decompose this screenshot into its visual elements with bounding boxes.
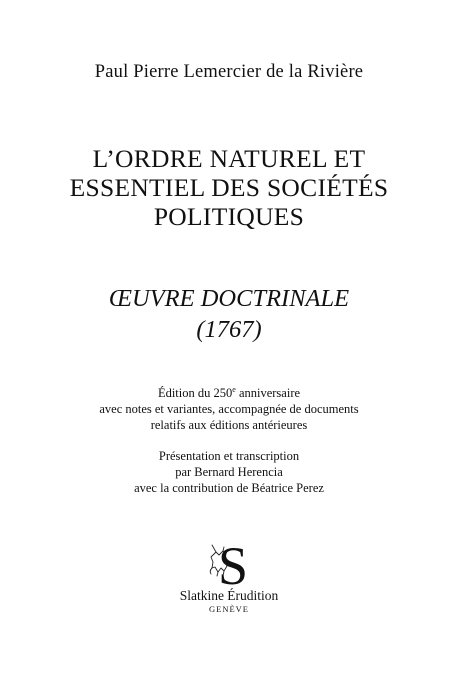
slatkine-s-unicorn-logo-icon bbox=[206, 540, 252, 590]
subtitle-year: (1767) bbox=[196, 316, 262, 343]
edition-line-2: avec notes et variantes, accompagnée de documents bbox=[99, 402, 359, 416]
book-subtitle bbox=[0, 283, 458, 345]
credits-line-1: Présentation et transcription bbox=[158, 449, 300, 463]
edition-line-3: relatifs aux éditions antérieures bbox=[150, 418, 308, 432]
book-title bbox=[0, 144, 458, 231]
publisher-city: GENÈVE bbox=[209, 604, 249, 614]
title-line-1: L’ORDRE NATUREL ET bbox=[92, 144, 366, 173]
publisher-logo-icon bbox=[0, 540, 458, 590]
edition-note bbox=[0, 385, 458, 433]
edition-line-1: Édition du 250e anniversaire bbox=[157, 385, 301, 400]
credits-line-3: avec la contribution de Béatrice Perez bbox=[134, 481, 324, 495]
credits bbox=[0, 448, 458, 496]
publisher-name: Slatkine Érudition bbox=[179, 588, 279, 603]
subtitle-line-1: ŒUVRE DOCTRINALE bbox=[108, 285, 350, 312]
author-name: Paul Pierre Lemercier de la Rivière bbox=[94, 62, 364, 82]
title-line-3: POLITIQUES bbox=[153, 202, 305, 231]
logo-letter: S bbox=[217, 540, 249, 590]
title-line-2: ESSENTIEL DES SOCIÉTÉS bbox=[69, 173, 389, 202]
credits-line-2: par Bernard Herencia bbox=[175, 465, 283, 479]
